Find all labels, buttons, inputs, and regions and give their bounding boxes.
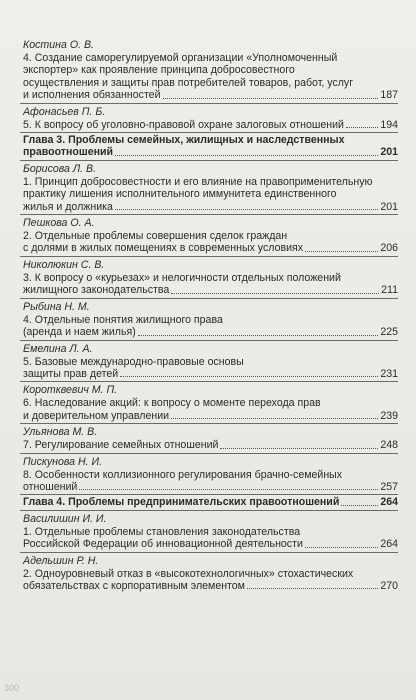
entry-title-line: практику лишения исполнительного иммунитета единственного <box>23 188 337 201</box>
page-reference: 225 <box>380 326 398 339</box>
author-name: Пискунова Н. И. <box>23 455 103 468</box>
author-name: Борисова Л. В. <box>23 162 97 175</box>
toc-entry[interactable] <box>20 176 398 213</box>
toc-entry[interactable] <box>20 119 398 131</box>
dot-leader <box>247 588 378 589</box>
chapter-title-line: Глава 4. Проблемы предпринимательских правоотношений <box>23 496 340 509</box>
dot-leader <box>138 335 379 336</box>
page-reference: 257 <box>380 480 398 493</box>
divider <box>20 160 398 161</box>
author-name: Пешкова О. А. <box>23 217 95 230</box>
divider <box>20 132 398 133</box>
toc-entry[interactable] <box>20 272 398 297</box>
author-name: Адельшин Р. Н. <box>23 554 99 567</box>
dot-leader <box>305 251 378 252</box>
entry-title-line: Российской Федерации об инновационной деятельности <box>23 538 303 551</box>
divider <box>20 453 398 454</box>
toc-entry[interactable] <box>20 397 398 422</box>
entry-title-line: 1. Отдельные проблемы становления законодательства <box>23 525 301 538</box>
page-reference: 248 <box>380 439 398 452</box>
entry-title-line: 8. Особенности коллизионного регулирования брачно-семейных <box>23 468 343 481</box>
divider <box>20 103 398 104</box>
page-reference: 206 <box>380 242 398 255</box>
dot-leader <box>171 418 378 419</box>
entry-title-line: 4. Создание саморегулируемой организации «Уполномоченный <box>23 52 338 64</box>
entry-title-line: защиты прав детей <box>23 367 119 380</box>
chapter-heading[interactable] <box>20 496 398 508</box>
entry-title-line: 1. Принцип добросовестности и его влияние на правоприменительную <box>23 175 373 188</box>
page-reference: 201 <box>380 146 398 159</box>
toc-entry[interactable] <box>20 469 398 494</box>
page-reference: 187 <box>380 89 398 102</box>
toc-entry[interactable] <box>20 568 398 593</box>
table-of-contents <box>20 38 398 592</box>
divider <box>20 340 398 341</box>
page-reference: 264 <box>380 496 398 509</box>
divider <box>20 298 398 299</box>
chapter-title-line: правоотношений <box>23 146 114 159</box>
divider <box>20 552 398 553</box>
dot-leader <box>341 505 378 506</box>
toc-entry[interactable] <box>20 230 398 255</box>
page-reference: 194 <box>380 118 398 131</box>
entry-title-line: отношений <box>23 480 78 493</box>
entry-title-line: жилищного законодательства <box>23 284 170 297</box>
dot-leader <box>115 209 378 210</box>
entry-title-line: 2. Одноуровневый отказ в «высокотехнологичных» стохастических <box>23 567 354 580</box>
dot-leader <box>171 293 379 294</box>
entry-title-line: с долями в жилых помещениях в современных условиях <box>23 242 304 255</box>
toc-entry[interactable] <box>20 314 398 339</box>
entry-title-line: 5. К вопросу об уголовно-правовой охране залоговых отношений <box>23 118 344 131</box>
entry-title-line: 3. К вопросу о «курьезах» и нелогичности отдельных положений <box>23 271 341 284</box>
entry-title-line: 7. Регулирование семейных отношений <box>23 439 219 452</box>
entry-title-line: и исполнения обязанностей <box>23 89 161 102</box>
entry-title-line: 5. Базовые международно-правовые основы <box>23 355 244 368</box>
author-name: Емелина Л. А. <box>23 342 93 355</box>
dot-leader <box>79 489 378 490</box>
page-reference: 239 <box>380 409 398 422</box>
page-reference: 211 <box>381 284 398 297</box>
page-reference: 231 <box>380 367 398 380</box>
entry-title-line: экспортер» как проявление принципа добросовестного <box>23 64 295 77</box>
toc-entry[interactable] <box>20 526 398 551</box>
toc-entry[interactable] <box>20 52 398 102</box>
page-number: 300 <box>4 683 20 693</box>
author-name: Коротквевич М. П. <box>23 384 118 397</box>
dot-leader <box>305 547 378 548</box>
dot-leader <box>163 98 379 99</box>
divider <box>20 494 398 495</box>
author-name: Костина О. В. <box>23 39 94 51</box>
entry-title-line: жилья и должника <box>23 200 113 213</box>
entry-title-line: (аренда и наем жилья) <box>23 326 136 339</box>
author-name: Василишин И. И. <box>23 512 107 525</box>
author-name: Рыбина Н. М. <box>23 300 90 313</box>
author-name: Ульянова М. В. <box>23 426 98 439</box>
toc-entry[interactable] <box>20 356 398 381</box>
page-reference: 270 <box>380 579 398 592</box>
author-name: Афонасьев П. Б. <box>23 105 106 118</box>
author-name: Николюкин С. В. <box>23 258 105 271</box>
entry-title-line: 2. Отдельные проблемы совершения сделок граждан <box>23 230 288 243</box>
dot-leader <box>346 127 378 128</box>
entry-title-line: и доверительном управлении <box>23 409 170 422</box>
dot-leader <box>220 448 378 449</box>
divider <box>20 214 398 215</box>
chapter-title-line: Глава 3. Проблемы семейных, жилищных и наследственных <box>23 134 345 147</box>
page-reference: 264 <box>380 538 398 551</box>
toc-entry[interactable] <box>20 439 398 451</box>
divider <box>20 256 398 257</box>
entry-title-line: обязательствах с корпоративным элементом <box>23 579 245 592</box>
chapter-heading[interactable] <box>20 134 398 159</box>
page-reference: 201 <box>380 200 398 213</box>
entry-title-line: осуществления и защиты прав потребителей товаров, работ, услуг <box>23 76 354 89</box>
entry-title-line: 4. Отдельные понятия жилищного права <box>23 313 223 326</box>
entry-title-line: 6. Наследование акций: к вопросу о моменте перехода прав <box>23 397 321 410</box>
dot-leader <box>120 376 378 377</box>
divider <box>20 381 398 382</box>
dot-leader <box>115 155 378 156</box>
divider <box>20 423 398 424</box>
divider <box>20 510 398 511</box>
